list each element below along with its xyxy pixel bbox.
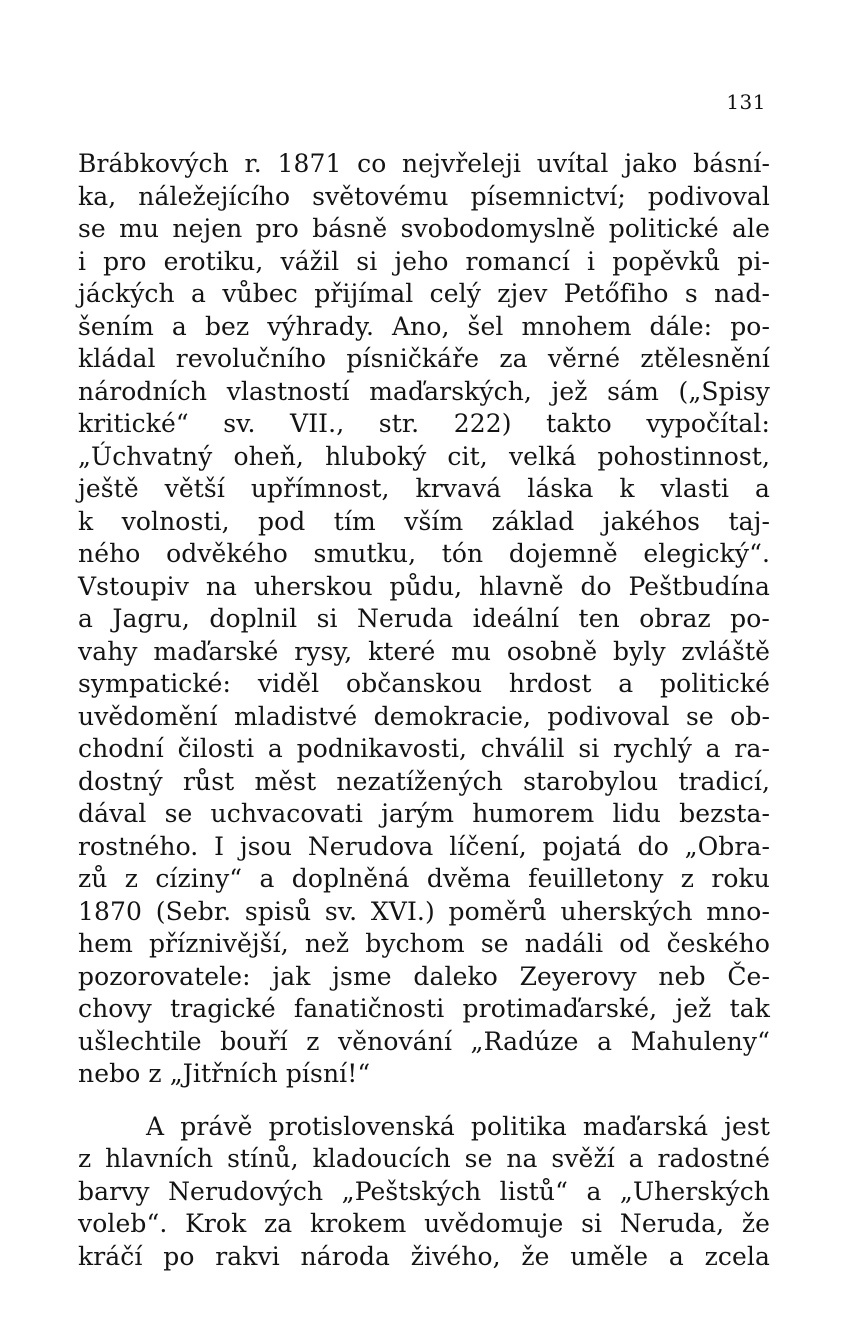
text-line: voleb“. Krok za krokem uvědomuje si Neruda, že — [78, 1209, 770, 1238]
page-number: 131 — [726, 90, 766, 114]
text-line: pozorovatele: jak jsme daleko Zeyerovy neb Če- — [78, 961, 770, 991]
text-line: kritické“ sv. VII., str. 222) takto vypočítal: — [78, 409, 770, 438]
text-line: chodní čilosti a podnikavosti, chválil si rychlý a ra- — [78, 734, 770, 763]
text-line: uvědomění mladistvé demokracie, podivoval se ob- — [78, 701, 770, 731]
text-line: ka, náležejícího světovému písemnictví; podivoval — [78, 181, 770, 211]
text-line: chovy tragické fanatičnosti protimaďarské, jež tak — [78, 994, 770, 1023]
text-line: „Úchvatný oheň, hluboký cit, velká pohostinnost, — [78, 441, 770, 471]
text-line: 1870 (Sebr. spisů sv. XVI.) poměrů uherských mno- — [78, 896, 770, 926]
text-line: sympatické: viděl občanskou hrdost a politické — [78, 669, 770, 698]
text-line: národních vlastností maďarských, jež sám („Spisy — [78, 376, 770, 406]
text-line: Brábkových r. 1871 co nejvřeleji uvítal jako básní- — [78, 149, 770, 178]
text-line: z hlavních stínů, kladoucích se na svěží a radostné — [78, 1144, 770, 1173]
paragraph-gap — [78, 1091, 770, 1111]
text-line: A právě protislovenská politika maďarská jest — [146, 1111, 770, 1141]
text-line: a Jagru, doplnil si Neruda ideální ten obraz po- — [78, 604, 770, 633]
body-text — [78, 148, 770, 1273]
text-line: nebo z „Jitřních písní!“ — [78, 1059, 371, 1088]
text-line: ušlechtile bouří z věnování „Radúze a Mahuleny“ — [78, 1026, 770, 1056]
paragraph-1 — [78, 148, 770, 1091]
text-line: kládal revolučního písničkáře za věrné ztělesnění — [78, 344, 770, 373]
text-line: dostný růst měst nezatížených starobylou tradicí, — [78, 766, 770, 796]
text-line: ještě větší upřímnost, krvavá láska k vlasti a — [78, 474, 770, 503]
text-line: barvy Nerudových „Peštských listů“ a „Uherských — [78, 1176, 770, 1206]
text-line: hem příznivější, než bychom se nadáli od českého — [78, 929, 770, 958]
text-line: ného odvěkého smutku, tón dojemně elegický“. — [78, 539, 770, 568]
text-line: vahy maďarské rysy, které mu osobně byly zvláště — [78, 636, 770, 666]
text-line: jáckých a vůbec přijímal celý zjev Petőfiho s nad- — [78, 279, 770, 308]
paragraph-2 — [78, 1111, 770, 1274]
text-line: dával se uchvacovati jarým humorem lidu bezsta- — [78, 799, 770, 828]
text-line: se mu nejen pro básně svobodomyslně politické ale — [78, 214, 770, 243]
text-line: k volnosti, pod tím vším základ jakéhos taj- — [78, 506, 770, 536]
text-line: zů z cíziny“ a doplněná dvěma feuilletony z roku — [78, 864, 770, 893]
text-line: kráčí po rakvi národa živého, že uměle a zcela — [78, 1241, 770, 1271]
text-line: Vstoupiv na uherskou půdu, hlavně do Peštbudína — [78, 571, 770, 601]
text-line: šením a bez výhrady. Ano, šel mnohem dále: po- — [78, 311, 770, 341]
text-line: i pro erotiku, vážil si jeho romancí i popěvků pi- — [78, 246, 770, 276]
text-line: rostného. I jsou Nerudova líčení, pojatá do „Obra- — [78, 831, 770, 861]
